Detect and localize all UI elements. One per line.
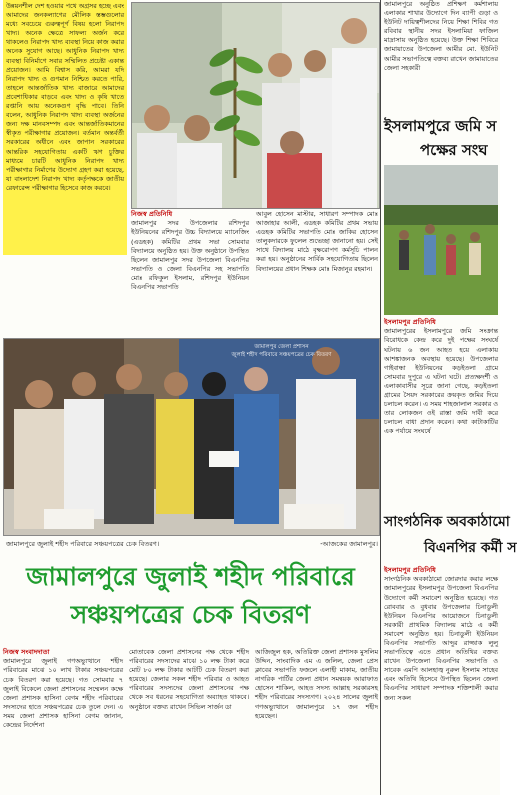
top-left-column bbox=[3, 0, 127, 255]
photo-land-clash-image bbox=[384, 165, 498, 315]
article1-col-b: আবুল হোসেন মাস্টার, সাধারণ সম্পাদক মোঃ আজাহার আলী, এডহক কমিটির প্রথম সভায় এডহক কমিটির সভাপতি মোঃ জাকির হোসেন তালুকদারকে ফুলেল শুভেচ্ছা জানানো হয়। সেই সাথে বিদ্যালয় মাঠে বৃক্ষরোপণ কর্মসূচি পালন করা হয়। অনুষ্ঠানের সার্বিক সহযোগিতায় ছিলেন বিদ্যালয়ের প্রধান শিক্ষক মোঃ মিজানুর রহমান। bbox=[256, 210, 378, 273]
photo-tree-planting-image bbox=[132, 3, 379, 208]
banner-line1: জামালপুর জেলা প্রশাসন bbox=[254, 344, 309, 350]
article2-col-a: জামালপুরে জুলাই গণঅভ্যুত্থানে শহীদ পরিবারের মাঝে ১০ লাখ টাকার সঞ্চয়পত্রের চেক বিতরণ করা হয়েছে। গত সোমবার ৭ জুলাই বিকেলে জেলা প্রশাসনের সম্মেলন কক্ষে জেলা প্রশাসক হাসিনা বেগম শহীদ পরিবারের সদস্যদের হাতে সঞ্চয়পত্রের চেক তুলে দেন। এ সময় জেলা প্রশাসক হাসিনা বেগম জানান, কেন্দ্রের নির্দেশনা bbox=[3, 657, 123, 730]
column-divider bbox=[380, 0, 381, 795]
main-headline-line1: জামালপুরে জুলাই শহীদ পরিবারে bbox=[26, 562, 355, 591]
headline-jomi-line1: ইসলামপুরে জমি স bbox=[384, 117, 497, 135]
headline-jomi-line2: পক্ষের সংঘ bbox=[420, 141, 488, 159]
photo-land-clash bbox=[384, 165, 498, 315]
org-byline: ইসলামপুর প্রতিনিধি bbox=[384, 566, 436, 574]
article1-byline: নিজস্ব প্রতিনিধি bbox=[131, 210, 173, 218]
article2-col-b: মোতাবেক জেলা প্রশাসনের পক্ষ থেকে শহীদ পরিবারের সদস্যদের মাঝে ১০ লক্ষ টাকা করে মোট ৮০ লক্ষ টাকার আটটি চেক বিতরণ করা হয়েছে। জেলার সকল শহীদ পরিবার ও আহত পরিবারের সদস্যদের জেলা প্রশাসনের পক্ষ থেকে সব ধরনের সহযোগিতা অব্যাহত থাকবে। অনুষ্ঠানে বক্তব্য রাখেন সিভিল সার্জন ডা bbox=[129, 648, 249, 711]
photo-cheque-handover bbox=[3, 338, 380, 536]
article-land-clash bbox=[384, 318, 498, 508]
article2-col-c: আজিজুল হক, অতিরিক্ত জেলা প্রশাসক মুসলিম উদ্দিন, সাংবাদিক এম এ জলিল, জেলা প্রেস ক্লাবের সভাপতি ফজলে এলাহী মাকাম, জাতীয় নাগরিক পার্টির জেলা প্রধান সমন্বয়ক আরাফাত হোসেন শাকিল, আহত সদস্য আল্লাহ সরকারসহ শহীদ পরিবারের সদস্যগণ। ২০২৪ সালের জুলাই গণঅভ্যুত্থানে জামালপুরে ১৭ জন শহীদ হয়েছেন। bbox=[255, 648, 378, 720]
main-headline-line2: সঞ্চয়পত্রের চেক বিতরণ bbox=[70, 600, 311, 629]
org-body: সাংগঠনিক অবকাঠামো জোরদার করার লক্ষে জামালপুরের ইসলামপুর উপজেলা বিএনপির উদ্যোগে কর্মী সমাবেশ অনুষ্ঠিত হয়েছে। গত রোববার ও বুধবার উপজেলার চিনাডুলী ইউনিয়ন বিএনপির আয়োজনে চিনাডুলী সরকারী প্রাথমিক বিদ্যালয় মাঠে এ কর্মী সমাবেশ অনুষ্ঠিত হয়। চিনাডুলী ইউনিয়ন বিএনপির সভাপতি আব্দুর রাজ্জাক লুলু সভাপতিত্বে এতে প্রধান অতিথির বক্তব্য রাখেন উপজেলা বিএনপির সভাপতি ও সাবেক এমপি আলহাজ্ব নুরুল ইসলাম সাহেব এবং অতিথি হিসেবে উপস্থিত ছিলেন জেলা বিএনপির সাধারণ সম্পাদক শক্তিশালী করার জন্য সকল bbox=[384, 575, 498, 702]
top-left-text: উন্নয়নশীল দেশ হওয়ার পথে অগ্রসর হচ্ছে এবং আমাদের জনকল্যাণের মৌলিক স্তম্ভগুলোর মধ্যে সবচেয়ে গুরুত্বপূর্ণ বিষয় হলো নিরাপদ খাদ্য। অনেক ক্ষেত্রে সাফল্য অর্জন করে থাকলেও নিরাপদ খাদ্য ব্যবস্থা নিয়ে কাজ করার অনেক সুযোগ আছে। আধুনিক নিরাপদ খাদ্য ব্যবস্থা বিনির্মাণে সবার সম্মিলিত প্রচেষ্টা একান্ত প্রয়োজন। আমি বিশ্বাস করি, আমরা যদি নিরাপদ খাদ্য ও গুণমান নিশ্চিত করতে পারি, তাহলে আন্তর্জাতিক খাদ্য বাজারে আমাদের প্রবেশাধিকার বাড়বে এবং খাদ্য ও কৃষি খাতে রপ্তানি আয় অনেকগুণ বৃদ্ধি পাবে। তিনি বলেন, আধুনিক নিরাপদ খাদ্য ব্যবস্থা অর্জনের জন্য দক্ষ মানবসম্পদ এবং আন্তর্জাতিকমানের স্বীকৃত পরীক্ষাগার প্রয়োজন। বর্তমান অন্তর্বর্তী সরকারের অধীনে এবং জাপান সরকারের আন্তরিক সহযোগিতায় একটি ঋণ চুক্তির মাধ্যমে চারটি আধুনিক নিরাপদ খাদ্য পরীক্ষাগার নির্মাণের উদ্যোগ গ্রহণ করা হয়েছে, যা বাংলাদেশ নিরাপদ খাদ্য কর্তৃপক্ষকে জাতীয় রেফারেন্স পরীক্ষাগার হিসেবে কাজ করবে। bbox=[6, 2, 124, 192]
jomi-byline: ইসলামপুর প্রতিনিধি bbox=[384, 318, 436, 326]
banner-line2: জুলাই শহীদ পরিবারে সঞ্চয়পত্রের চেক বিতরণ bbox=[231, 351, 332, 358]
article1-col-a: জামালপুর সদর উপজেলার রশিদপুর ইউনিয়নের রশিদপুর উচ্চ বিদ্যালয়ে ম্যানেজিং (এডহক) কমিটির প্রথম সভা সোমবার বিদ্যালয়ে অনুষ্ঠিত হয়। উক্ত অনুষ্ঠানে উপস্থিত ছিলেন জামালপুর সদর উপজেলা বিএনপির সভাপতি ও জেলা বিএনপির সহ সভাপতি মোঃ রফিকুল ইসলাম, রশিদপুর ইউনিয়ন বিএনপির সভাপতি bbox=[131, 219, 249, 292]
headline-org-line2: বিএনপির কর্মী স bbox=[424, 540, 517, 556]
photo-tree-planting bbox=[131, 2, 380, 209]
jomi-body: জামালপুরের ইসলামপুরে জমি সংক্রান্ত বিরোধকে কেন্দ্র করে দুই পক্ষের সংঘর্ষে ঘটনায় ৬ জন আহত হয়ে এলাকায় আশঙ্কাজনক অবস্থায় হয়েছে। উপজেলার গাইবান্ধা ইউনিয়নের কড়ইতলা গ্রামে সোমবার দুপুরে এ ঘটনা ঘটে। প্রত্যক্ষদর্শী ও এলাকাবাসীর সূত্রে জানা গেছে, কড়ইতলা গ্রামের সৈয়দ সরকারের ক্রয়কৃত জমির দিয়ে চলাচল করেন। এ সময় শাহজালাল সরকার ও তার লোকজন ওই রাস্তা জমি দাবী করে চলাচল বাধা প্রদান করেন। কথা কাটাকাটির এক পর্যায়ে সংঘর্ষে bbox=[384, 327, 498, 436]
banner-text bbox=[189, 344, 374, 359]
photo2-caption-right: -আজকের জামালপুর। bbox=[320, 540, 378, 548]
article2-byline: নিজস্ব সংবাদদাতা bbox=[3, 648, 50, 656]
photo-cheque-image bbox=[4, 339, 379, 535]
photo2-caption-left: জামালপুরে জুলাই শহীদ পরিবারে সঞ্চয়পত্রের চেক বিতরণ। bbox=[6, 540, 160, 548]
article-cheque bbox=[3, 648, 378, 795]
article-bnp-rally bbox=[384, 566, 498, 795]
article-school-committee bbox=[131, 210, 378, 330]
headline-org-line1: সাংগঠনিক অবকাঠামো bbox=[384, 514, 510, 530]
right-top-text bbox=[384, 0, 498, 112]
right-top-body: জামালপুরে অনুষ্ঠিত প্রশিক্ষণ কর্মশালায় এলাকার শাখার উদ্যোগে দিন ব্যাপী গুড়া ও ইউনিট দায়িত্বশীলদের নিয়ে শিক্ষা শিবির গত রবিবার স্থানীয় সদর ইসলামিয়া ফাজিল মাদ্রাসায় অনুষ্ঠিত হয়েছে। উক্ত শিক্ষা শিবিরে জামায়াতের উপজেলা আমীর মো. ইউনিট আমীর সভাপতিত্বে বক্তব্য রাখেন জামায়াতের জেলা সহকারী bbox=[384, 0, 498, 72]
